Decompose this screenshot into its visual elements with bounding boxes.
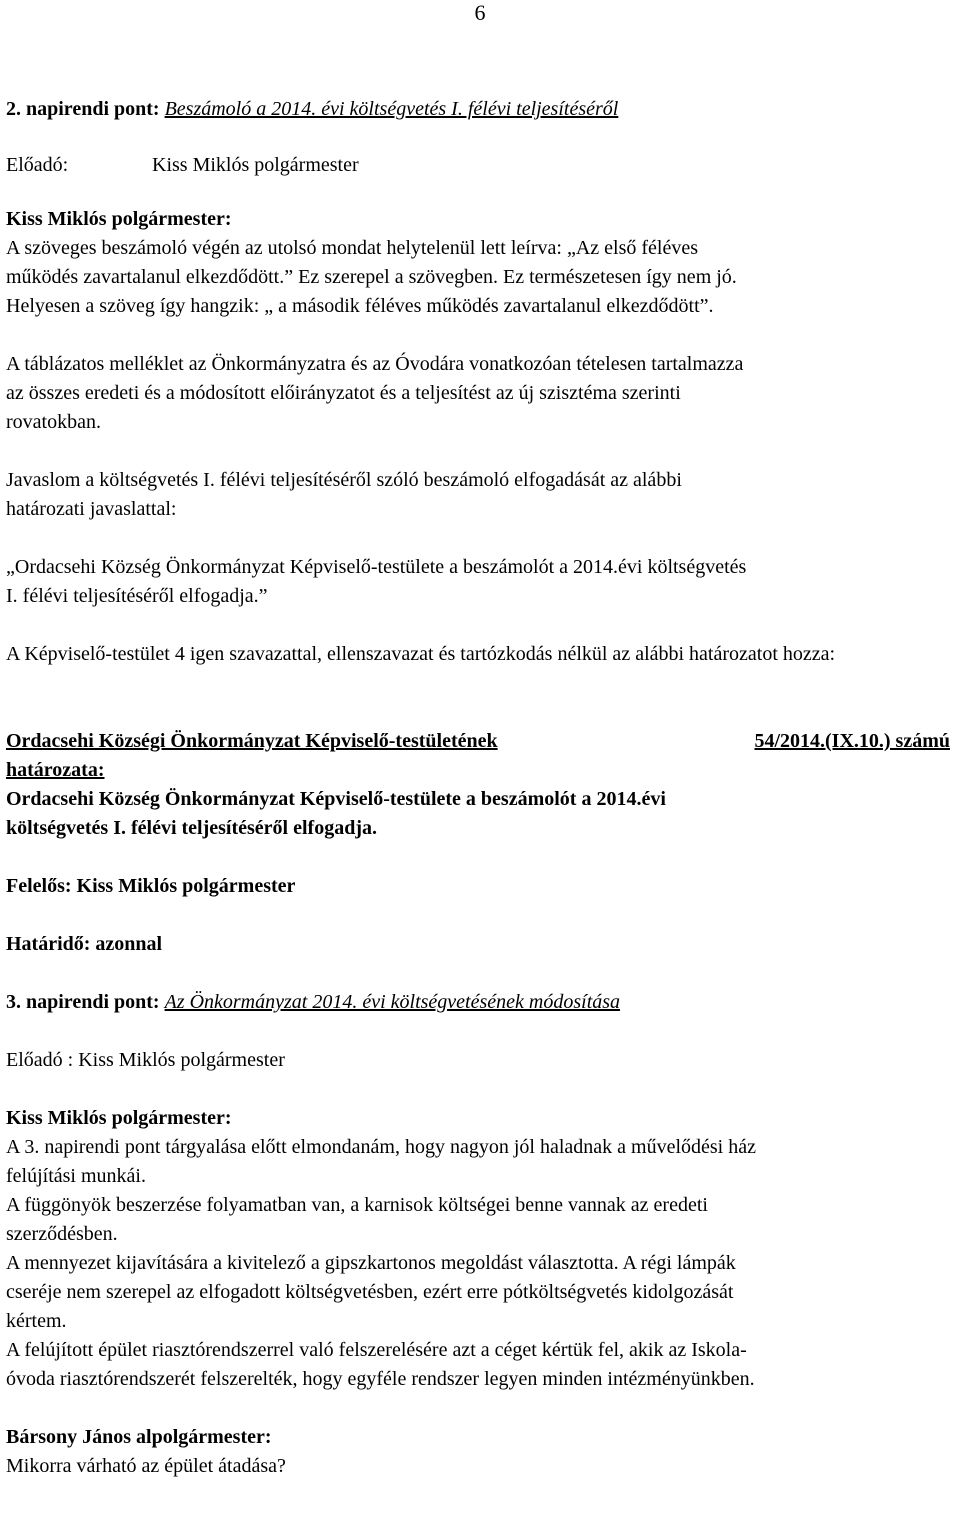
- speaker-text-line: A szöveges beszámoló végén az utolsó mondat helytelenül lett leírva: „Az első féléves: [6, 237, 698, 259]
- presenter-label: Előadó:: [6, 154, 69, 176]
- proposal-line: határozati javaslattal:: [6, 498, 177, 520]
- speaker-text-line: A 3. napirendi pont tárgyalása előtt elmondanám, hogy nagyon jól haladnak a művelődési ház: [6, 1136, 756, 1158]
- speaker-text-line: Mikorra várható az épület átadása?: [6, 1455, 286, 1477]
- paragraph-line: az összes eredeti és a módosított előirányzatot és a teljesítést az új szisztéma szerinti: [6, 382, 681, 404]
- speaker-text-line: felújítási munkái.: [6, 1165, 146, 1187]
- page-number: 6: [474, 0, 486, 25]
- speaker-text-line: óvoda riasztórendszerét felszerelték, hogy egyféle rendszer legyen minden intézményünkben.: [6, 1368, 755, 1390]
- speaker-text-line: működés zavartalanul elkezdődött.” Ez szerepel a szövegben. Ez természetesen így nem jó.: [6, 266, 737, 288]
- speaker-deputy-mayor: Bársony János alpolgármester:: [6, 1426, 272, 1448]
- agenda-item-2-title: Beszámoló a 2014. évi költségvetés I. félévi teljesítéséről: [164, 98, 619, 120]
- paragraph-line: rovatokban.: [6, 411, 101, 433]
- agenda-item-2-heading: [6, 95, 950, 124]
- speaker-text-line: A függönyök beszerzése folyamatban van, a karnisok költségei benne vannak az eredeti: [6, 1194, 708, 1216]
- speaker-mayor-2: Kiss Miklós polgármester:: [6, 1107, 232, 1129]
- document-body: [6, 95, 950, 1481]
- speaker-text-line: cseréje nem szerepel az elfogadott költségvetésben, ezért erre pótköltségvetés kidolgozását: [6, 1281, 734, 1303]
- resolution-title-left: Ordacsehi Községi Önkormányzat Képviselő-testületének: [6, 730, 498, 752]
- speaker-mayor-1: Kiss Miklós polgármester:: [6, 208, 232, 230]
- speaker-text-line: kértem.: [6, 1310, 67, 1332]
- responsible: Felelős: Kiss Miklós polgármester: [6, 875, 296, 897]
- proposal-quote-line: „Ordacsehi Község Önkormányzat Képviselő-testülete a beszámolót a 2014.évi költségvetés: [6, 556, 747, 578]
- resolution-title-line2: [6, 756, 950, 785]
- paragraph-line: A táblázatos melléklet az Önkormányzatra és az Óvodára vonatkozóan tételesen tartalmazza: [6, 353, 744, 375]
- proposal-quote-line: I. félévi teljesítéséről elfogadja.”: [6, 585, 268, 607]
- vote-statement: A Képviselő-testület 4 igen szavazattal, ellenszavazat és tartózkodás nélkül az alábbi határozatot hozza:: [6, 643, 836, 665]
- resolution-number: 54/2014.(IX.10.) számú: [754, 730, 950, 752]
- agenda-item-3-presenter: Előadó : Kiss Miklós polgármester: [6, 1049, 285, 1071]
- agenda-item-3-heading: [6, 988, 950, 1017]
- resolution-text-line: költségvetés I. félévi teljesítéséről elfogadja.: [6, 817, 377, 839]
- agenda-item-2-presenter: [6, 151, 950, 180]
- proposal-line: Javaslom a költségvetés I. félévi teljesítéséről szóló beszámoló elfogadását az alábbi: [6, 469, 682, 491]
- presenter-name: Kiss Miklós polgármester: [152, 154, 359, 176]
- speaker-text-line: A felújított épület riasztórendszerrel való felszerelésére azt a céget kértük fel, akik az Iskola-: [6, 1339, 747, 1361]
- resolution-label: határozata:: [6, 759, 105, 781]
- speaker-text-line: A mennyezet kijavítására a kivitelező a gipszkartonos megoldást választotta. A régi lámpák: [6, 1252, 736, 1274]
- deadline: Határidő: azonnal: [6, 933, 163, 955]
- speaker-text-line: Helyesen a szöveg így hangzik: „ a második féléves működés zavartalanul elkezdődött”.: [6, 295, 714, 317]
- speaker-text-line: szerződésben.: [6, 1223, 118, 1245]
- resolution-title: [6, 727, 950, 756]
- resolution-text-line: Ordacsehi Község Önkormányzat Képviselő-testülete a beszámolót a 2014.évi: [6, 788, 666, 810]
- agenda-item-3-prefix: 3. napirendi pont:: [6, 991, 160, 1013]
- agenda-item-3-title: Az Önkormányzat 2014. évi költségvetésének módosítása: [164, 991, 621, 1013]
- agenda-item-2-prefix: 2. napirendi pont:: [6, 98, 160, 120]
